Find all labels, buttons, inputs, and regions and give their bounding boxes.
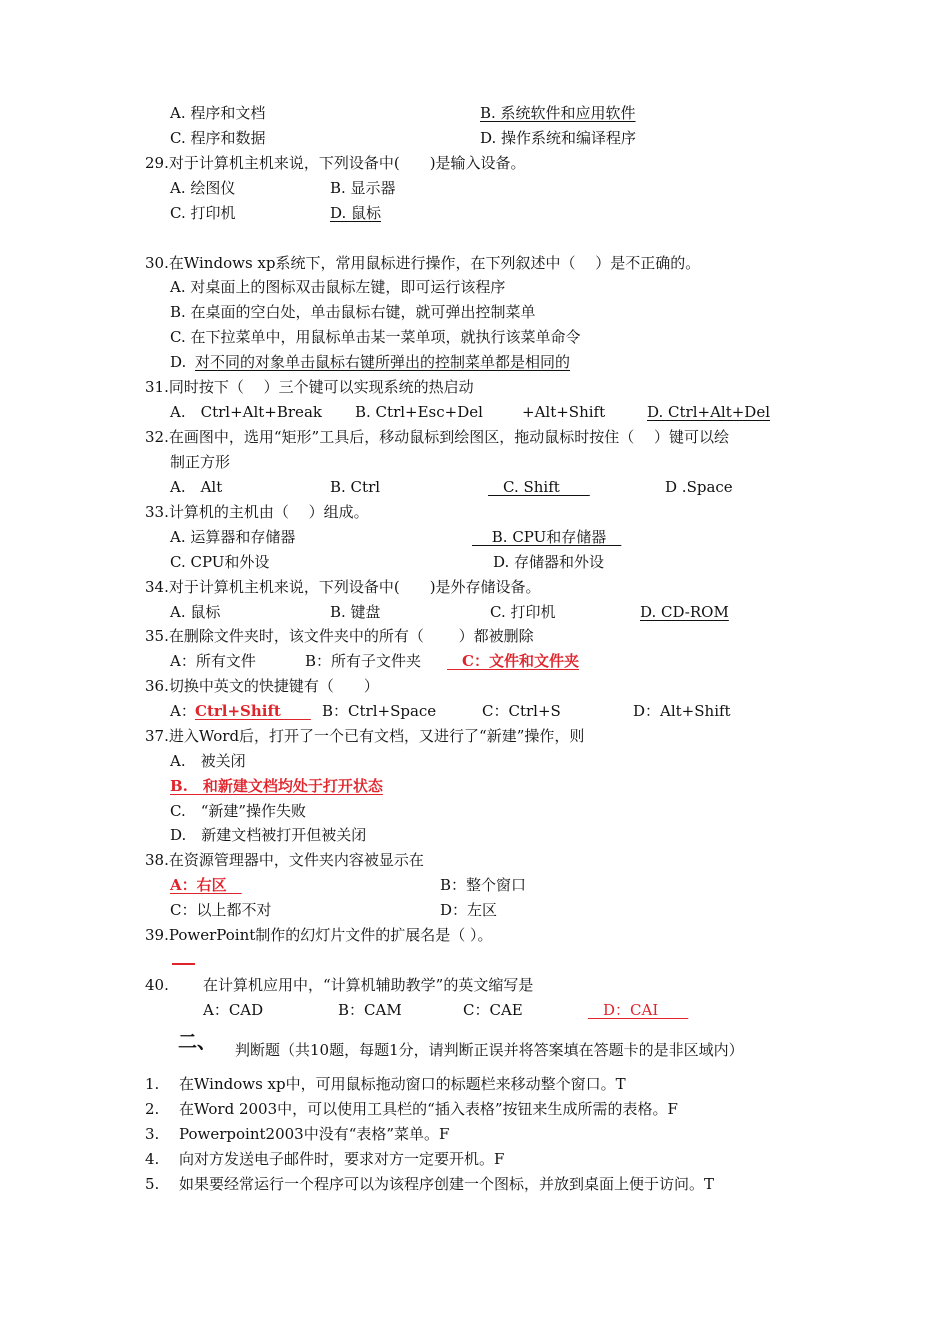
- q37-option-d: D. 新建文档被打开但被关闭: [170, 826, 367, 844]
- q32-option-a: A. Alt: [170, 478, 223, 496]
- q30-option-b: B. 在桌面的空白处，单击鼠标右键，就可弹出控制菜单: [170, 303, 536, 321]
- q35-option-b: B：所有子文件夹: [305, 652, 422, 670]
- q38-option-d: D：左区: [440, 901, 498, 919]
- q28-option-b-answer: B. 系统软件和应用软件: [480, 104, 636, 122]
- q39-stem-text: 39.PowerPoint制作的幻灯片文件的扩展名是（ ）。: [145, 926, 493, 944]
- judge-item-text: Powerpoint2003中没有“表格”菜单。F: [179, 1125, 450, 1143]
- q37-option-a: A. 被关闭: [170, 752, 246, 770]
- section-2-number: 二、: [178, 1031, 217, 1053]
- q32-stem-text-2: 制正方形: [170, 453, 231, 471]
- q36-option-b: B：Ctrl+Space: [322, 702, 437, 720]
- q35-option-a: A：所有文件: [170, 652, 256, 670]
- q40-option-d-answer: D：CAI: [588, 1001, 689, 1019]
- section-2-title: 判断题（共10题，每题1分，请判断正误并将答案填在答题卡的是非区域内）: [235, 1041, 744, 1059]
- q37-stem-text: 37.进入Word后，打开了一个已有文档，又进行了“新建”操作，则: [145, 727, 585, 745]
- q31-option-d-answer: D. Ctrl+Alt+Del: [647, 403, 770, 421]
- q35-stem-text: 35.在删除文件夹时，该文件夹中的所有（ ）都被删除: [145, 627, 534, 645]
- q33-stem-text: 33.计算机的主机由（ ）组成。: [145, 503, 369, 521]
- q29-option-c: C. 打印机: [170, 204, 236, 222]
- q29-stem-text: 29.对于计算机主机来说，下列设备中( )是输入设备。: [145, 154, 526, 172]
- q39-answer-blank-line: [172, 963, 195, 965]
- q40-option-a: A：CAD: [203, 1001, 264, 1019]
- q32-option-b: B. Ctrl: [330, 478, 381, 496]
- q34-option-b: B. 键盘: [330, 603, 381, 621]
- q35-option-c-answer: C：文件和文件夹: [447, 652, 579, 670]
- judge-item-number: 1.: [145, 1075, 160, 1093]
- q38-option-c: C：以上都不对: [170, 901, 272, 919]
- q29-option-d-answer: D. 鼠标: [330, 204, 382, 222]
- q32-stem-text: 32.在画图中，选用“矩形”工具后，移动鼠标到绘图区，拖动鼠标时按住（ ）键可以绘: [145, 428, 729, 446]
- q33-option-a: A. 运算器和存储器: [170, 528, 296, 546]
- q38-option-a-answer: A：右区: [170, 876, 242, 894]
- q34-option-a: A. 鼠标: [170, 603, 221, 621]
- q33-option-b-answer: B. CPU和存储器: [472, 528, 622, 546]
- q36-option-d: D：Alt+Shift: [633, 702, 731, 720]
- judge-item-text: 向对方发送电子邮件时，要求对方一定要开机。F: [179, 1150, 505, 1168]
- q33-option-c: C. CPU和外设: [170, 553, 270, 571]
- q36-option-a-label: A：: [170, 702, 196, 720]
- q30-option-d-label: D.: [170, 353, 187, 371]
- q28-option-c: C. 程序和数据: [170, 129, 266, 147]
- judge-item-text: 在Windows xp中，可用鼠标拖动窗口的标题栏来移动整个窗口。T: [179, 1075, 626, 1093]
- q36-option-a-answer: Ctrl+Shift: [195, 702, 311, 720]
- q31-stem-text: 31.同时按下（ ）三个键可以实现系统的热启动: [145, 378, 474, 396]
- q40-number: 40.: [145, 976, 169, 994]
- q40-option-b: B：CAM: [338, 1001, 402, 1019]
- q34-option-c: C. 打印机: [490, 603, 556, 621]
- judge-item-text: 在Word 2003中，可以使用工具栏的“插入表格”按钮来生成所需的表格。F: [179, 1100, 678, 1118]
- q38-stem-text: 38.在资源管理器中，文件夹内容被显示在: [145, 851, 424, 869]
- q29-option-b: B. 显示器: [330, 179, 396, 197]
- q40-stem-text: 在计算机应用中，“计算机辅助教学”的英文缩写是: [203, 976, 534, 994]
- q37-option-c: C. “新建”操作失败: [170, 802, 307, 820]
- q37-option-b-answer: B. 和新建文档均处于打开状态: [170, 777, 383, 795]
- q30-option-c: C. 在下拉菜单中，用鼠标单击某一菜单项，就执行该菜单命令: [170, 328, 581, 346]
- q31-option-c: +Alt+Shift: [522, 403, 606, 421]
- q38-option-b: B：整个窗口: [440, 876, 527, 894]
- judge-item-number: 5.: [145, 1175, 160, 1193]
- q36-option-c: C：Ctrl+S: [482, 702, 561, 720]
- judge-item-text: 如果要经常运行一个程序可以为该程序创建一个图标，并放到桌面上便于访问。T: [179, 1175, 715, 1193]
- q34-option-d-answer: D. CD-ROM: [640, 603, 729, 621]
- q33-option-d: D. 存储器和外设: [493, 553, 605, 571]
- q30-stem-text: 30.在Windows xp系统下，常用鼠标进行操作，在下列叙述中（ ）是不正确的。: [145, 254, 701, 272]
- judge-item-number: 3.: [145, 1125, 160, 1143]
- q32-option-d: D .Space: [665, 478, 733, 496]
- q28-option-a: A. 程序和文档: [170, 104, 266, 122]
- q34-stem-text: 34.对于计算机主机来说，下列设备中( )是外存储设备。: [145, 578, 541, 596]
- q40-option-c: C：CAE: [463, 1001, 523, 1019]
- q30-option-a: A. 对桌面上的图标双击鼠标左键，即可运行该程序: [170, 278, 506, 296]
- q31-option-a: A. Ctrl+Alt+Break: [170, 403, 322, 421]
- q30-option-d-answer: 对不同的对象单击鼠标右键所弹出的控制菜单都是相同的: [195, 353, 571, 371]
- judge-item-number: 4.: [145, 1150, 160, 1168]
- q36-stem-text: 36.切换中英文的快捷键有（ ）: [145, 677, 379, 695]
- q28-option-d: D. 操作系统和编译程序: [480, 129, 637, 147]
- q32-option-c-answer: C. Shift: [488, 478, 590, 496]
- judge-item-number: 2.: [145, 1100, 160, 1118]
- q29-option-a: A. 绘图仪: [170, 179, 236, 197]
- q31-option-b: B. Ctrl+Esc+Del: [355, 403, 483, 421]
